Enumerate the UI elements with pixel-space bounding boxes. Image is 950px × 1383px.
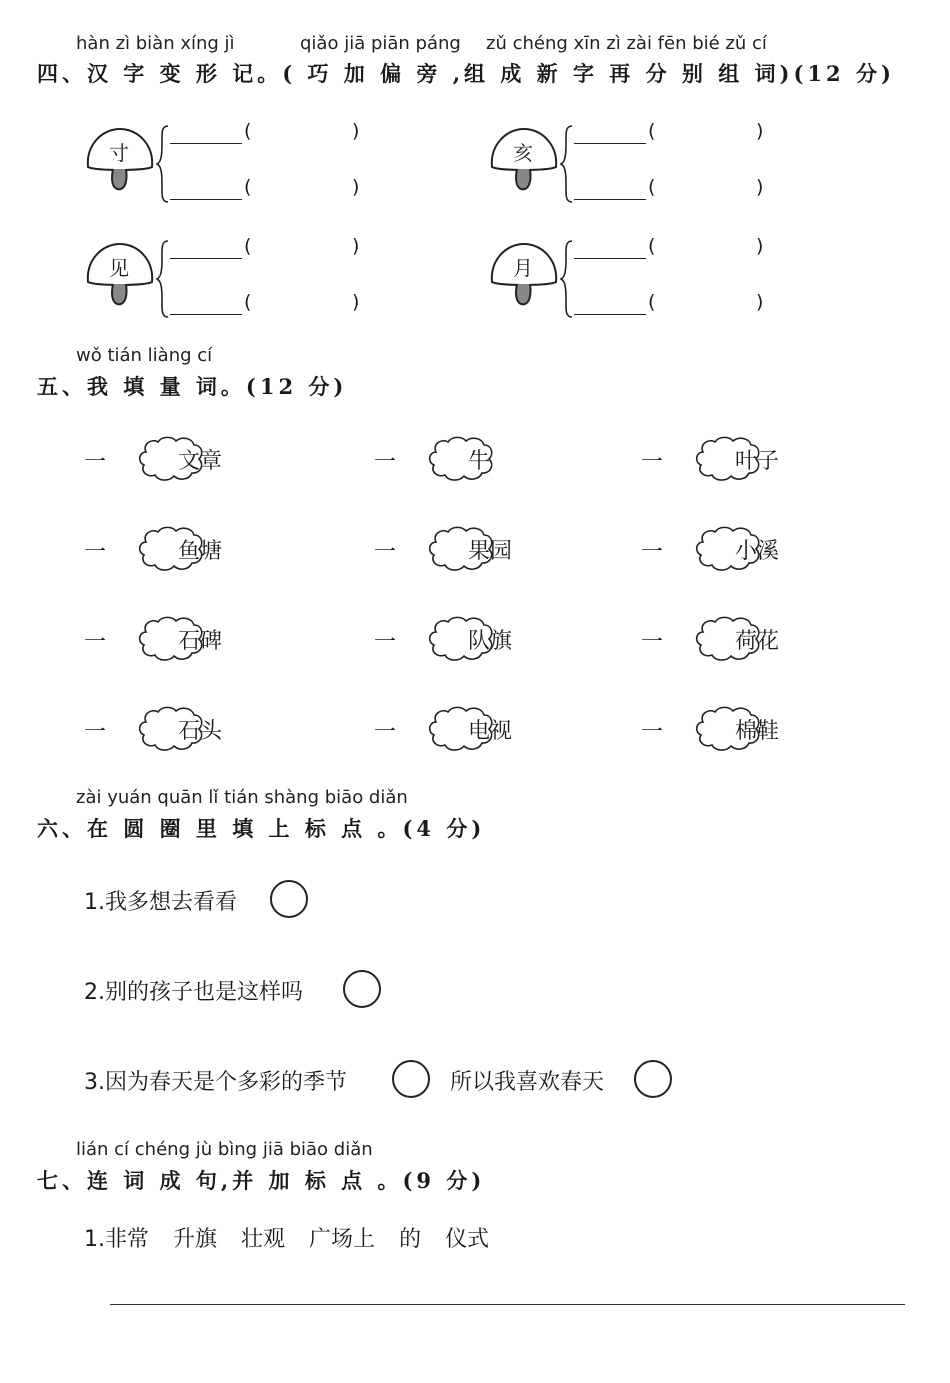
pinyin-section6: zài yuán quān lǐ tián shàng biāo diǎn	[76, 787, 408, 808]
punct-sentence-1: 1.我多想去看看	[84, 890, 237, 915]
brace-icon	[156, 239, 170, 319]
noun-label: 鱼塘	[178, 539, 223, 564]
noun-label: 电视	[468, 719, 513, 744]
paren-open-2: (	[244, 176, 252, 198]
punct-sentence-3b: 所以我喜欢春天	[450, 1070, 605, 1095]
word-3: 壮观	[241, 1227, 286, 1252]
yi-char: 一	[641, 540, 664, 565]
cloud-blank[interactable]	[400, 704, 470, 754]
blank-line-2[interactable]	[574, 314, 646, 315]
word-1: 非常	[105, 1227, 150, 1252]
mushroom-char: 见	[109, 256, 129, 280]
noun-label: 果园	[468, 539, 513, 564]
paren-close-2: )	[756, 291, 764, 313]
paren-close-2: )	[352, 291, 360, 313]
pinyin-section4-c: zǔ chéng xīn zì zài fēn bié zǔ cí	[486, 33, 767, 54]
cloud-blank[interactable]	[400, 524, 470, 574]
pinyin-section7: lián cí chéng jù bìng jiā biāo diǎn	[76, 1139, 373, 1160]
paren-close-1: )	[756, 235, 764, 257]
punct-sentence-2: 2.别的孩子也是这样吗	[84, 980, 303, 1005]
yi-char: 一	[641, 630, 664, 655]
noun-label: 文章	[178, 449, 223, 474]
yi-char: 一	[374, 540, 397, 565]
pinyin-section4-a: hàn zì biàn xíng jì	[76, 33, 235, 54]
brace-icon	[156, 124, 170, 204]
word-2: 升旗	[173, 1227, 218, 1252]
paren-close-1: )	[352, 235, 360, 257]
cloud-blank[interactable]	[400, 614, 470, 664]
noun-label: 荷花	[735, 629, 780, 654]
brace-icon	[560, 239, 574, 319]
blank-line-2[interactable]	[574, 199, 646, 200]
yi-char: 一	[84, 450, 107, 475]
mushroom-char: 月	[513, 256, 533, 280]
brace-icon	[560, 124, 574, 204]
noun-label: 叶子	[735, 449, 780, 474]
paren-open-1: (	[648, 235, 656, 257]
noun-label: 石碑	[178, 629, 223, 654]
cloud-blank[interactable]	[667, 614, 737, 664]
noun-label: 石头	[178, 719, 223, 744]
cloud-blank[interactable]	[667, 704, 737, 754]
noun-label: 小溪	[735, 539, 780, 564]
yi-char: 一	[84, 720, 107, 745]
mushroom-char: 寸	[109, 141, 129, 165]
cloud-blank[interactable]	[667, 434, 737, 484]
punct-circle-2[interactable]	[343, 970, 381, 1008]
paren-close-1: )	[756, 120, 764, 142]
blank-line-1[interactable]	[170, 258, 242, 259]
section6-heading: 六、在 圆 圈 里 填 上 标 点 。(4 分)	[37, 816, 486, 841]
yi-char: 一	[641, 450, 664, 475]
cloud-blank[interactable]	[110, 524, 180, 574]
blank-line-2[interactable]	[170, 314, 242, 315]
punct-circle-3a[interactable]	[392, 1060, 430, 1098]
paren-open-1: (	[648, 120, 656, 142]
cloud-blank[interactable]	[110, 614, 180, 664]
answer-line[interactable]	[110, 1304, 905, 1305]
blank-line-2[interactable]	[170, 199, 242, 200]
paren-open-2: (	[244, 291, 252, 313]
noun-label: 队旗	[468, 629, 513, 654]
cloud-blank[interactable]	[110, 434, 180, 484]
cloud-blank[interactable]	[667, 524, 737, 574]
blank-line-1[interactable]	[170, 143, 242, 144]
punct-sentence-3a: 3.因为春天是个多彩的季节	[84, 1070, 347, 1095]
word-4: 广场上	[309, 1227, 376, 1252]
pinyin-section5: wǒ tián liàng cí	[76, 345, 213, 366]
cloud-blank[interactable]	[110, 704, 180, 754]
paren-close-2: )	[756, 176, 764, 198]
yi-char: 一	[374, 630, 397, 655]
word-6: 仪式	[445, 1227, 490, 1252]
cloud-blank[interactable]	[400, 434, 470, 484]
paren-open-2: (	[648, 291, 656, 313]
pinyin-section4-b: qiǎo jiā piān páng	[300, 33, 461, 54]
word-5: 的	[399, 1227, 422, 1252]
yi-char: 一	[84, 540, 107, 565]
punct-circle-1[interactable]	[270, 880, 308, 918]
punct-circle-3b[interactable]	[634, 1060, 672, 1098]
paren-open-1: (	[244, 120, 252, 142]
section5-heading: 五、我 填 量 词。(12 分)	[37, 374, 348, 399]
section4-heading: 四、汉 字 变 形 记。( 巧 加 偏 旁 ,组 成 新 字 再 分 别 组 词)(12 分)	[37, 61, 895, 86]
yi-char: 一	[84, 630, 107, 655]
mushroom-char: 亥	[513, 141, 533, 165]
yi-char: 一	[374, 720, 397, 745]
yi-char: 一	[374, 450, 397, 475]
blank-line-1[interactable]	[574, 258, 646, 259]
noun-label: 牛	[468, 449, 491, 474]
word-list	[84, 1222, 513, 1253]
paren-close-2: )	[352, 176, 360, 198]
paren-open-2: (	[648, 176, 656, 198]
section7-heading: 七、连 词 成 句,并 加 标 点 。(9 分)	[37, 1168, 486, 1193]
item-number: 1.	[84, 1227, 105, 1252]
noun-label: 棉鞋	[735, 719, 780, 744]
blank-line-1[interactable]	[574, 143, 646, 144]
paren-open-1: (	[244, 235, 252, 257]
yi-char: 一	[641, 720, 664, 745]
paren-close-1: )	[352, 120, 360, 142]
